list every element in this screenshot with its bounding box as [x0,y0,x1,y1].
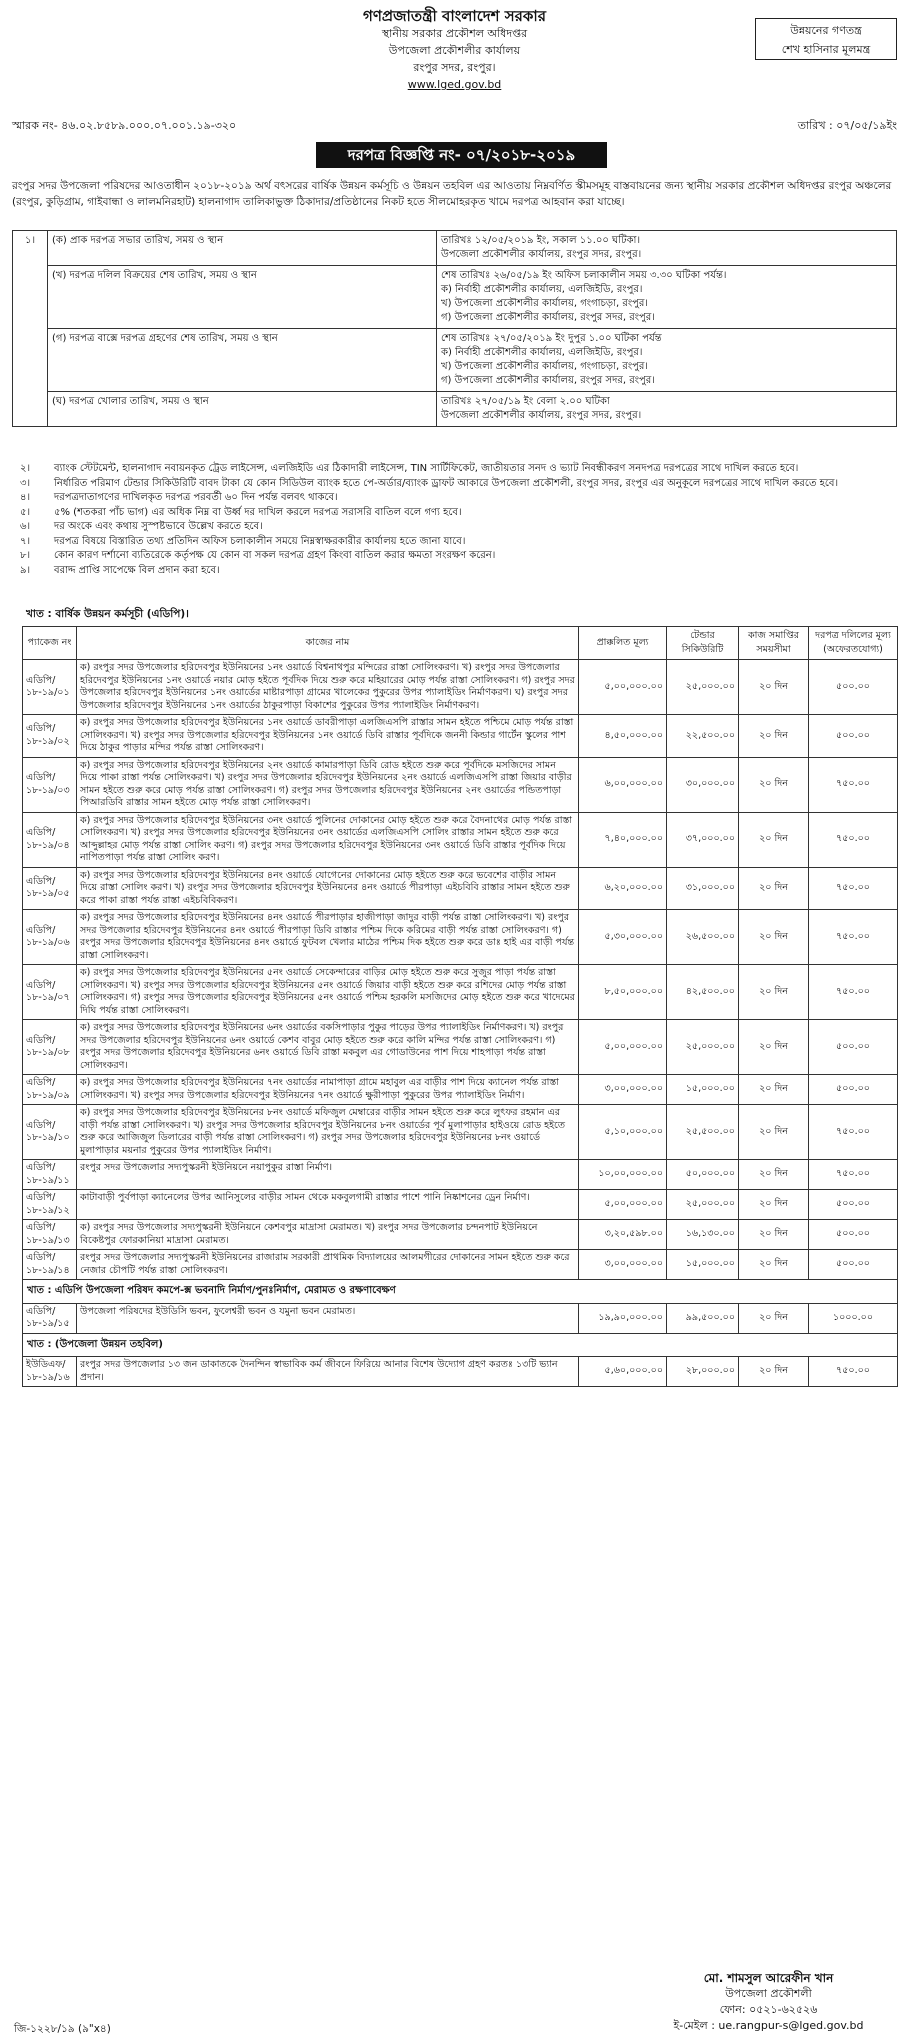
estimated-cost: ৩,০০,০০০.০০ [579,1250,667,1280]
work-name: রংপুর সদর উপজেলার ১৩ জন ডাকাতকে দৈনন্দিন স্বাভাবিক কর্ম জীবনে ফিরিয়ে আনার বিশেষ উদ্যোগ গ্রহণ করতঃ ১৩টি ভ্যান প্রদান। [77,1357,579,1387]
completion-time: ২০ দিন [739,1220,809,1250]
slogan-box [755,18,897,60]
tender-notice-title: দরপত্র বিজ্ঞপ্তি নং- ০৭/২০১৮-২০১৯ [316,142,607,168]
package-row [23,1357,898,1387]
completion-time: ২০ দিন [739,660,809,715]
estimated-cost: ৩,০০,০০০.০০ [579,1075,667,1105]
estimated-cost: ৮,৫০,০০০.০০ [579,965,667,1020]
package-row [23,1250,898,1280]
estimated-cost: ৬,২০,০০০.০০ [579,867,667,910]
package-row [23,867,898,910]
budget-head-adp: খাত : বার্ষিক উন্নয়ন কর্মসূচী (এডিপি)। [26,608,189,620]
government-name: গণপ্রজাতন্ত্রী বাংলাদেশ সরকার [363,7,546,25]
completion-time: ২০ দিন [739,1075,809,1105]
tender-security: ১৬,১৩০.০০ [667,1220,739,1250]
condition-text: দর অংকে এবং কথায় সুস্পষ্টভাবে উল্লেখ করতে হবে। [54,521,263,532]
condition-item [12,477,897,492]
package-table [22,626,898,1387]
work-name: কাটাবাড়ী পুর্বপাড়া ক্যানেলের উপর আনিসুলের বাড়ীর সামন থেকে মকবুলগামী রাস্তার পাশে পানি নিষ্কাশনের ড্রেন নির্মাণ। [77,1190,579,1220]
tender-security: ২২,৫০০.০০ [667,715,739,758]
schedule-details [437,266,897,329]
work-name: ক) রংপুর সদর উপজেলার হরিদেবপুর ইউনিয়নের ২নং ওয়ার্ডে কামারপাড়া ডিবি রোড হইতে শুরু করে পূর্বদিকে মসজিদের সামন দিয়ে পাকা রাস্তা পর্যন্ত সোলিংকরণ। খ) রংপুর সদর উপজেলার হরিদেবপুর ইউনিয়নের ২নং ওয়ার্ডে এলজিএসপি রাস্তা জিয়ার বাড়ীর সামন হইতে শুরু করে মোড় পর্যন্ত রাস্তা সোলিংকরণ। গ) রংপুর সদর উপজেলার হরিদেবপুর ইউনিয়নের ২নং ওয়ার্ডের পন্ডিতপাড়া পিআরডিবি রাস্তার সামন হইতে মোড় পর্যন্ত রাস্তা সোলিংকরণ। [77,757,579,812]
completion-time: ২০ দিন [739,1190,809,1220]
work-name: ক) রংপুর সদর উপজেলার হরিদেবপুর ইউনিয়নের ৭নং ওয়ার্ডের নামাপাড়া গ্রামে মহাবুল এর বাড়ীর পাশ দিয়ে ক্যানেল পর্যন্ত রাস্তা সোলিংকরণ। খ) রংপুর সদর উপজেলার হরিদেবপুর ইউনিয়নের ৭নং ওয়ার্ডে ক্ষুরীপাড়া পুকুরের উপর প্যালাইডিং নির্মাণ। [77,1075,579,1105]
slogan-line-1: উন্নয়নের গণতন্ত্র [790,24,862,37]
condition-item [12,491,897,506]
tender-security: ৩১,০০০.০০ [667,867,739,910]
completion-time: ২০ দিন [739,910,809,965]
package-row [23,1190,898,1220]
completion-time: ২০ দিন [739,867,809,910]
tender-security: ১৫,০০০.০০ [667,1075,739,1105]
document-price: ৭৫০.০০ [809,1357,898,1387]
tender-security: ২৫,০০০.০০ [667,1020,739,1075]
schedule-detail-line: শেষ তারিখঃ ২৬/০৫/১৯ ইং অফিস চলাকালীন সময় ৩.৩০ ঘটিকা পর্যন্ত। [441,270,727,281]
package-number: এডিপি/১৮-১৯/১৪ [23,1250,77,1280]
tender-security: ২৫,০০০.০০ [667,1190,739,1220]
tender-security: ৪২,৫০০.০০ [667,965,739,1020]
footer-code: জি-১২২৮/১৯ (৯"x৪) [14,2023,111,2035]
package-number: এডিপি/১৮-১৯/০২ [23,715,77,758]
office-header [250,8,659,93]
condition-number: ৬। [20,521,31,532]
work-name: ক) রংপুর সদর উপজেলার হরিদেবপুর ইউনিয়নের ৪নং ওয়ার্ডে পীরপাড়ার হাজীপাড়া জাদুর বাড়ী পর্যন্ত রাস্তা সোলিংকরণ। খ) রংপুর সদর উপজেলার হরিদেবপুর ইউনিয়নের ৪নং ওয়ার্ডে পীরপাড়া ডিবি রাস্তার পশ্চিম দিকে করিমের বাড়ী পর্যন্ত রাস্তা সোলিংকরণ। গ) রংপুর সদর উপজেলার হরিদেবপুর ইউনিয়নের ৪নং ওয়ার্ডে ফুটবল খেলার মাঠের পশ্চিম দিক হইতে শুরু করে ডাঃ হাই এর বাড়ী পর্যন্ত রাস্তা সোলিংকরণ। [77,910,579,965]
budget-head-complex-label: খাত : এডিপি উপজেলা পরিষদ কমপে-ক্স ভবনাদি নির্মাণ/পুনঃনির্মাণ, মেরামত ও রক্ষণাবেক্ষণ [23,1280,898,1304]
tender-security: ২৫,৫০০.০০ [667,1105,739,1160]
slogan-line-2: শেখ হাসিনার মূলমন্ত্র [781,43,871,56]
package-row [23,757,898,812]
budget-head-complex [23,1280,898,1304]
package-row [23,1160,898,1190]
completion-time: ২০ দিন [739,812,809,867]
schedule-number: ১। [13,231,48,427]
col-document-price-label: দরপত্র দলিলের মূল্য [815,630,891,641]
signature-block [640,1970,897,2034]
signatory-name: মো. শামসুল আরেফীন খান [703,1971,834,1985]
estimated-cost: ৫,১০,০০০.০০ [579,1105,667,1160]
completion-time: ২০ দিন [739,715,809,758]
completion-time: ২০ দিন [739,757,809,812]
tender-security: ২৫,০০০.০০ [667,660,739,715]
condition-text: দরপত্রদাতাগণের দাখিলকৃত দরপত্র পরবর্তী ৬০ দিন পর্যন্ত বলবৎ থাকবে। [54,492,338,503]
tender-security: ১৫,০০০.০০ [667,1250,739,1280]
package-number: এডিপি/১৮-১৯/১০ [23,1105,77,1160]
document-price: ৫০০.০০ [809,715,898,758]
condition-item [12,564,897,579]
document-price: ৫০০.০০ [809,1075,898,1105]
schedule-detail-line: ক) নির্বাহী প্রকৌশলীর কার্যালয়, এলজিইডি, রংপুর। [441,347,643,358]
work-name: রংপুর সদর উপজেলার সদ্যপুস্করনী ইউনিয়নের রাজারাম সরকারী প্রাথমিক বিদ্যালয়ের আলমগীরের দোকানের সামন হইতে শুরু করে নেজার চৌপটি পর্যন্ত রাস্তা সোলিংকরণ। [77,1250,579,1280]
work-name: ক) রংপুর সদর উপজেলার হরিদেবপুর ইউনিয়নের ৮নং ওয়ার্ডে মফিজুল মেম্বারের বাড়ীর সামন হইতে শুরু করে লুৎফর রহমান এর বাড়ী পর্যন্ত রাস্তা সোলিংকরণ। খ) রংপুর সদর উপজেলার হরিদেবপুর ইউনিয়নের ৮নং ওয়ার্ডের পূর্ব মুলাপাড়ার হাইওয়ে রোড হইতে শুরু করে আজিজুল ডিলারের বাড়ী পর্যন্ত রাস্তা সোলিংকরণ। গ) রংপুর সদর উপজেলার হরিদেবপুর ইউনিয়নের ৮নং ওয়ার্ডে মুলাপাড়ার ময়নার পুকুরের উপর প্যালাইডিং নির্মাণ। [77,1105,579,1160]
schedule-details [437,231,897,266]
estimated-cost: ৩,২০,৫৯৮.০০ [579,1220,667,1250]
document-price: ৫০০.০০ [809,660,898,715]
work-name: রংপুর সদর উপজেলার সদ্যপুস্করনী ইউনিয়নে নয়াপুকুর রাস্তা নির্মাণ। [77,1160,579,1190]
document-price: ৫০০.০০ [809,1250,898,1280]
work-name: ক) রংপুর সদর উপজেলার হরিদেবপুর ইউনিয়নের ৬নং ওয়ার্ডের বকসিপাড়ার পুকুর পাড়ের উপর প্যালাইডিং নির্মাণকরণ। খ) রংপুর সদর উপজেলার হরিদেবপুর ইউনিয়নের ৬নং ওয়ার্ডে কেশব বাবুর মোড় হইতে শুরু করে কালি মন্দির পর্যন্ত রাস্তা সোলিংকরণ। গ) রংপুর সদর উপজেলার হরিদেবপুর ইউনিয়নের ৬নং ওয়ার্ডে ডিবি রাস্তা মকবুল এর গোডাউনের পাশ দিয়ে শাহপাড়া পর্যন্ত রাস্তা সোলিংকরণ। [77,1020,579,1075]
tender-security: ২৮,০০০.০০ [667,1357,739,1387]
schedule-detail-line: উপজেলা প্রকৌশলীর কার্যালয়, রংপুর সদর, রংপুর। [441,410,642,421]
memo-number: স্মারক নং- ৪৬.০২.৮৫৮৯.০০০.০৭.০০১.১৯-৩২০ [12,119,237,132]
schedule-row [13,329,897,392]
condition-text: ৫% (শতকরা পাঁচ ভাগ) এর অধিক নিম্ন বা উর্ধ্ব দর দাখিল করলে দরপত্র সরাসরি বাতিল বলে গণ্য হবে। [54,506,462,518]
completion-time: ২০ দিন [739,1357,809,1387]
estimated-cost: ৬,০০,০০০.০০ [579,757,667,812]
condition-item [12,462,897,477]
condition-number: ২। [20,463,31,474]
estimated-cost: ৫,৩০,০০০.০০ [579,910,667,965]
schedule-detail-line: ক) নির্বাহী প্রকৌশলীর কার্যালয়, এলজিইডি, রংপুর। [441,284,643,295]
col-completion-time: কাজ সমাপ্তির সময়সীমা [739,627,809,660]
package-row [23,715,898,758]
schedule-detail-line: উপজেলা প্রকৌশলীর কার্যালয়, রংপুর সদর, রংপুর। [441,249,642,260]
condition-text: ব্যাংক স্টেটমেন্ট, হালনাগাদ নবায়নকৃত ট্রেড লাইসেন্স, এলজিইডি এর ঠিকাদারী লাইসেন্স, TIN সার্টিফিকেট, জাতীয়তার সনদ ও ভ্যাট নিবন্ধীকরণ সনদপত্র দরপত্রের সাথে দাখিল করতে হবে। [54,463,799,474]
schedule-detail-line: গ) উপজেলা প্রকৌশলীর কার্যালয়, রংপুর সদর, রংপুর। [441,375,655,386]
package-row [23,660,898,715]
office-name: উপজেলা প্রকৌশলীর কার্যালয় [388,44,521,57]
col-package: প্যাকেজ নং [23,627,77,660]
col-document-price-note: (অফেরতযোগ্য) [823,644,883,655]
document-price: ৫০০.০০ [809,1190,898,1220]
signatory-phone: ফোন: ০৫২১-৬২৫২৬ [719,2003,818,2016]
document-price: ৭৫০.০০ [809,910,898,965]
schedule-detail-line: তারিখঃ ১২/০৫/২০১৯ ইং, সকাল ১১.০০ ঘটিকা। [441,235,641,246]
estimated-cost: ৫,০০,০০০.০০ [579,660,667,715]
schedule-detail-line: খ) উপজেলা প্রকৌশলীর কার্যালয়, গংগাচড়া, রংপুর। [441,298,648,309]
package-number: এডিপি/১৮-১৯/০৯ [23,1075,77,1105]
work-name: ক) রংপুর সদর উপজেলার হরিদেবপুর ইউনিয়নের ১নং ওয়ার্ডে বিশ্বনাথপুর মন্দিরের রাস্তা সোলিংকরণ। খ) রংপুর সদর উপজেলার হরিদেবপুর ইউনিয়নের ১নং ওয়ার্ডে নয়ার মোড় হইতে পূর্বদিক দিয়ে শুরু করে মহিয়ারের মোড় পর্যন্ত রাস্তা সোলিংকরণ। গ) রংপুর সদর উপজেলার হরিদেবপুর ইউনিয়নের ১নং ওয়ার্ডের মাষ্টারপাড়া গ্রামের খালেকের পুকুরের উপর প্যালাইডিং নির্মাণকরণ। ঘ) রংপুর সদর উপজেলার হরিদেবপুর ইউনিয়নের ১নং ওয়ার্ডের ঠাকুরপাড়া বিকাশের পুকুরের উপর প্যালাইডিং নির্মাণকরণ। [77,660,579,715]
schedule-label: (ক) প্রাক দরপত্র সভার তারিখ, সময় ও স্থান [48,231,437,266]
condition-text: বরাদ্দ প্রাপ্তি সাপেক্ষে বিল প্রদান করা হবে। [54,564,220,576]
schedule-details [437,329,897,392]
package-number: এডিপি/১৮-১৯/০৬ [23,910,77,965]
schedule-label: (খ) দরপত্র দলিল বিক্রয়ের শেষ তারিখ, সময় ও স্থান [48,266,437,329]
document-price: ৭৫০.০০ [809,757,898,812]
package-number: এডিপি/১৮-১৯/১৩ [23,1220,77,1250]
completion-time: ২০ দিন [739,1160,809,1190]
document-price: ৭৫০.০০ [809,867,898,910]
condition-item [12,520,897,535]
tender-security: ৩৭,০০০.০০ [667,812,739,867]
schedule-row [13,266,897,329]
condition-text: কোন কারণ দর্শানো ব্যতিরেকে কর্তৃপক্ষ যে কোন বা সকল দরপত্র গ্রহণ কিংবা বাতিল করার ক্ষমতা সংরক্ষণ করেন। [54,550,496,561]
schedule-detail-line: তারিখঃ ২৭/০৫/১৯ ইং বেলা ২.০০ ঘটিকা [441,396,610,407]
schedule-detail-line: শেষ তারিখঃ ২৭/০৫/২০১৯ ইং দুপুর ১.০০ ঘটিকা পর্যন্ত [441,333,662,344]
package-number: এডিপি/১৮-১৯/১১ [23,1160,77,1190]
document-price: ৭৫০.০০ [809,965,898,1020]
package-number: এডিপি/১৮-১৯/০৩ [23,757,77,812]
package-row [23,965,898,1020]
document-price: ৫০০.০০ [809,1220,898,1250]
budget-head-udf-label: খাত : (উপজেলা উন্নয়ন তহবিল) [23,1333,898,1357]
work-name: ক) রংপুর সদর উপজেলার সদ্যপুস্করনী ইউনিয়নে কেশবপুর মাদ্রাসা মেরামত। খ) রংপুর সদর উপজেলার চন্দনপাট ইউনিয়নে বিকেষ্টপুর ফোরকানিয়া মাদ্রাসা মেরামত। [77,1220,579,1250]
package-number: এডিপি/১৮-১৯/০১ [23,660,77,715]
col-document-price [809,627,898,660]
schedule-row [13,231,897,266]
tender-security: ৩০,০০০.০০ [667,757,739,812]
col-tender-security: টেন্ডার সিকিউরিটি [667,627,739,660]
document-price: ৫০০.০০ [809,1020,898,1075]
package-row [23,1220,898,1250]
estimated-cost: ১৯,৯০,০০০.০০ [579,1303,667,1333]
signatory-designation: উপজেলা প্রকৌশলী [725,1987,812,2000]
completion-time: ২০ দিন [739,1020,809,1075]
signatory-email[interactable]: ই-মেইল : ue.rangpur-s@lged.gov.bd [673,2019,864,2032]
package-row [23,1303,898,1333]
estimated-cost: ১০,০০,০০০.০০ [579,1160,667,1190]
schedule-row [13,392,897,427]
department-name: স্থানীয় সরকার প্রকৌশল অধিদপ্তর [381,27,528,40]
condition-number: ৪। [20,492,31,503]
condition-text: দরপত্র বিষয়ে বিস্তারিত তথ্য প্রতিদিন অফিস চলাকালীন সময়ে নিম্নস্বাক্ষরকারীর কার্যালয় হতে জানা যাবে। [54,535,466,547]
work-name: ক) রংপুর সদর উপজেলার হরিদেবপুর ইউনিয়নের ৩নং ওয়ার্ডে পুলিনের দোকানের মোড় হইতে শুরু করে বৈদনাথের মোড় পর্যন্ত রাস্তা সোলিংকরণ। খ) রংপুর সদর উপজেলার হরিদেবপুর ইউনিয়নের ৩নং ওয়ার্ডের এলজিএসপি সোলিং রাস্তার সামন হইতে শুরু করে আব্দুল্লাহর মোড় পর্যন্ত রাস্তা সোলিং করণ। গ) রংপুর সদর উপজেলার হরিদেবপুর ইউনিয়নের ৩নং ওয়ার্ডে ডিবি রাস্তার পূর্বদিক দিয়ে নাপিতপাড়া পর্যন্ত রাস্তা সোলিং করণ। [77,812,579,867]
estimated-cost: ৪,৫০,০০০.০০ [579,715,667,758]
tender-security: ৯৯,৫০০.০০ [667,1303,739,1333]
document-price: ১০০০.০০ [809,1303,898,1333]
completion-time: ২০ দিন [739,965,809,1020]
condition-number: ৫। [20,506,31,518]
website-link[interactable]: www.lged.gov.bd [407,78,502,91]
schedule-label: (গ) দরপত্র বাক্সে দরপত্র গ্রহণের শেষ তারিখ, সময় ও স্থান [48,329,437,392]
condition-number: ৮। [20,550,31,561]
condition-item [12,506,897,521]
estimated-cost: ৫,৬০,০০০.০০ [579,1357,667,1387]
package-row [23,910,898,965]
package-number: এডিপি/১৮-১৯/০৭ [23,965,77,1020]
condition-item [12,549,897,564]
condition-number: ৩। [20,477,31,489]
document-price: ৭৫০.০০ [809,1160,898,1190]
estimated-cost: ৭,৪০,০০০.০০ [579,812,667,867]
budget-head-udf [23,1333,898,1357]
work-name: ক) রংপুর সদর উপজেলার হরিদেবপুর ইউনিয়নের ১নং ওয়ার্ডে ডাবরীপাড়া এলজিএসপি রাস্তার সামন হইতে পশ্চিমে মোড় পর্যন্ত রাস্তা সোলিংকরণ। খ) রংপুর সদর উপজেলার হরিদেবপুর ইউনিয়নের ১নং ওয়ার্ডে ডিবি রাস্তার পূর্বদিকে জননী কিন্ডার গার্টেন স্কুলের পাশ দিয়ে ঠাকুর পাড়ার মন্দির পর্যন্ত রাস্তা সোলিংকরণ। [77,715,579,758]
document-price: ৭৫০.০০ [809,1105,898,1160]
tender-security: ২৬,৫০০.০০ [667,910,739,965]
work-name: উপজেলা পরিষদের ইউডিসি ভবন, ফুলেশ্বরী ভবন ও যমুনা ভবন মেরামত। [77,1303,579,1333]
schedule-table [12,230,897,427]
schedule-details [437,392,897,427]
col-work-name: কাজের নাম [77,627,579,660]
package-number: এডিপি/১৮-১৯/১২ [23,1190,77,1220]
office-location: রংপুর সদর, রংপুর। [413,61,496,74]
col-estimated-cost: প্রাক্কলিত মূল্য [579,627,667,660]
condition-number: ৯। [20,564,31,576]
package-row [23,1075,898,1105]
package-row [23,812,898,867]
condition-number: ৭। [20,535,31,547]
completion-time: ২০ দিন [739,1105,809,1160]
condition-item [12,535,897,550]
intro-paragraph: রংপুর সদর উপজেলা পরিষদের আওতাধীন ২০১৮-২০১৯ অর্থ বৎসরের বার্ষিক উন্নয়ন কর্মসূচি ও উন্নয়ন তহবিল এর আওতায় নিম্নবর্ণিত স্কীমসমূহ বাস্তবায়নের জন্য স্থানীয় সরকার প্রকৌশল অধিদপ্তর রংপুর অঞ্চলের (রংপুর, কুড়িগ্রাম, গাইবান্ধা ও লালমনিরহাট) হালনাগাদ তালিকাভুক্ত ঠিকাদার/প্রতিষ্ঠানের নিকট হতে সীলমোহরকৃত খামে দরপত্র আহবান করা যাচ্ছে। [12,180,892,208]
schedule-detail-line: গ) উপজেলা প্রকৌশলীর কার্যালয়, রংপুর সদর, রংপুর। [441,312,655,323]
conditions-list [12,462,897,578]
completion-time: ২০ দিন [739,1250,809,1280]
memo-date: তারিখ : ০৭/০৫/১৯ইং [797,119,897,132]
estimated-cost: ৫,০০,০০০.০০ [579,1190,667,1220]
package-number: এডিপি/১৮-১৯/১৫ [23,1303,77,1333]
completion-time: ২০ দিন [739,1303,809,1333]
package-number: এডিপি/১৮-১৯/০৪ [23,812,77,867]
estimated-cost: ৫,০০,০০০.০০ [579,1020,667,1075]
package-number: এডিপি/১৮-১৯/০৮ [23,1020,77,1075]
schedule-label: (ঘ) দরপত্র খোলার তারিখ, সময় ও স্থান [48,392,437,427]
schedule-detail-line: খ) উপজেলা প্রকৌশলীর কার্যালয়, গংগাচড়া, রংপুর। [441,361,648,372]
condition-text: নির্ধারিত পরিমাণ টেন্ডার সিকিউরিটি বাবদ টাকা যে কোন সিডিউল ব্যাংক হতে পে-অর্ডার/ব্যাংক ড্রাফট আকারে উপজেলা প্রকৌশলী, রংপুর সদর, রংপুর এর অনুকূলে দরপত্রের সাথে দাখিল করতে হবে। [54,477,839,489]
work-name: ক) রংপুর সদর উপজেলার হরিদেবপুর ইউনিয়নের ৫নং ওয়ার্ডে সেকেন্দারের বাড়ির মোড় হইতে শুরু করে সুজুর পাড়া পর্যন্ত রাস্তা সোলিংকরণ। খ) রংপুর সদর উপজেলার হরিদেবপুর ইউনিয়নের ৫নং ওয়ার্ডে জিয়ার বাড়ী হইতে শুরু করে রশিদের মোড় পর্যন্ত রাস্তা সোলিংকরণ। গ) রংপুর সদর উপজেলার হরিদেবপুর ইউনিয়নের ৫নং ওয়ার্ডে পশ্চিম হরকলি মসজিদের মোড় হইতে শুরু করে খাদেমের দিঘি পর্যন্ত রাস্তা সোলিংকরণ। [77,965,579,1020]
package-number: এডিপি/১৮-১৯/০৫ [23,867,77,910]
package-row [23,1105,898,1160]
tender-security: ৫০,০০০.০০ [667,1160,739,1190]
work-name: ক) রংপুর সদর উপজেলার হরিদেবপুর ইউনিয়নের ৪নং ওয়ার্ডে যোগেনের দোকানের মোড় হইতে শুরু করে ভবেশের বাড়ীর সামন দিয়ে রাস্তা সোলিং করণ। খ) রংপুর সদর উপজেলার হরিদেবপুর ইউনিয়নের ৪নং ওয়ার্ডে পীরপাড়া এইচবিবি রাস্তার সামন হইতে শুরু করে পাকা রাস্তা পর্যন্ত রাস্তা এইচবিবিকরণ। [77,867,579,910]
document-price: ৭৫০.০০ [809,812,898,867]
package-row [23,1020,898,1075]
package-number: ইউডিএফ/১৮-১৯/১৬ [23,1357,77,1387]
